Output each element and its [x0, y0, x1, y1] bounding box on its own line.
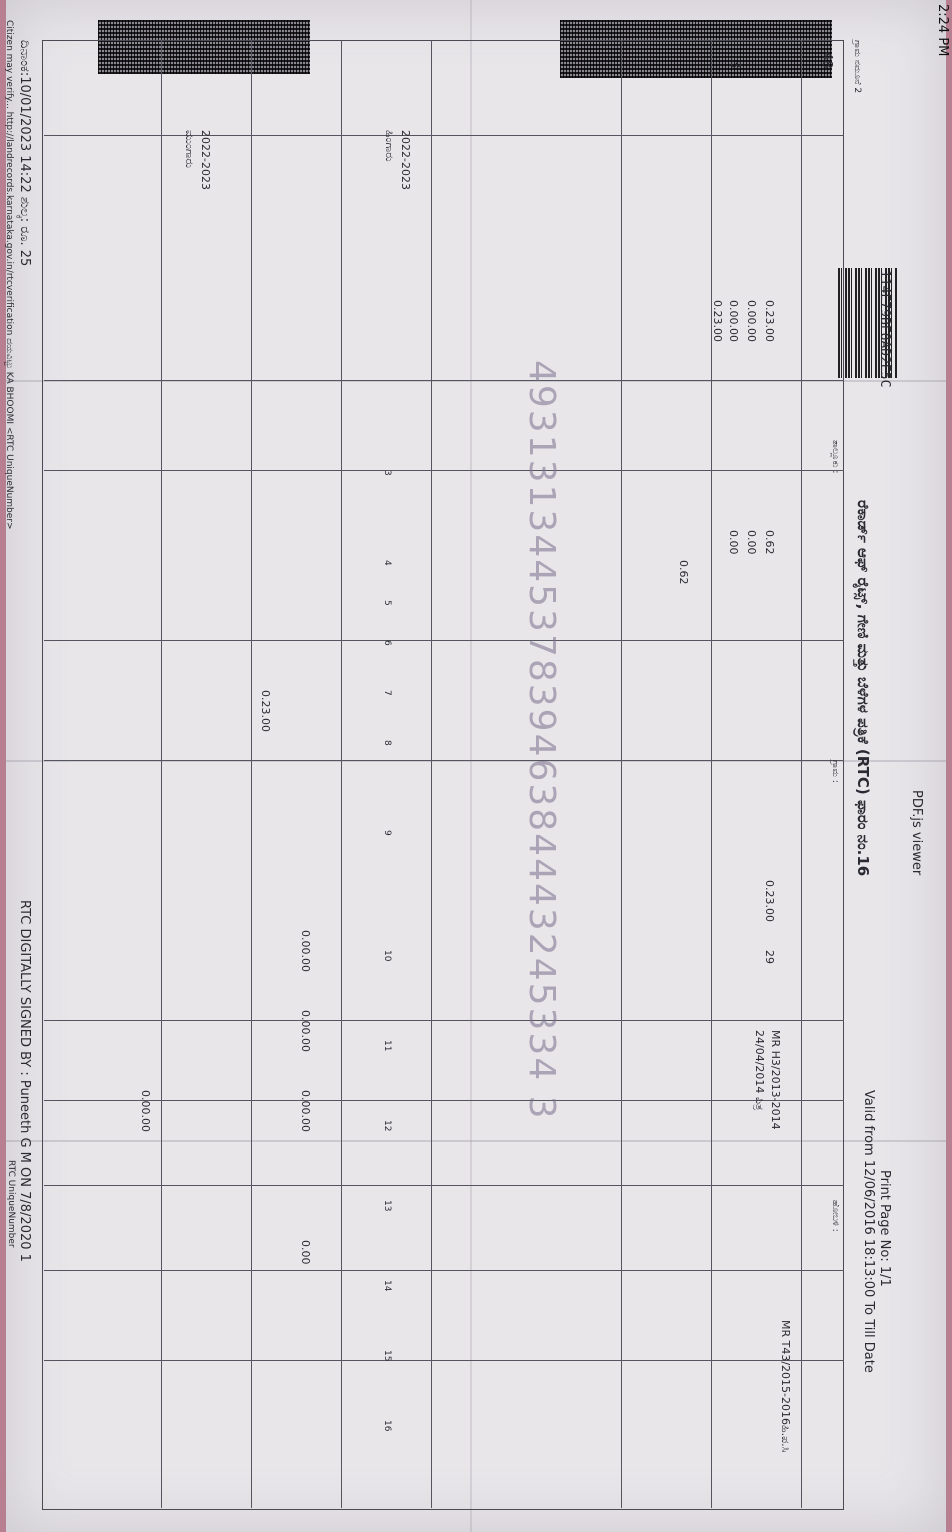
print-page-number: Print Page No: 1/1	[877, 1170, 892, 1287]
rtc-table	[42, 40, 844, 1510]
value-zero: 0.00.00	[299, 1010, 312, 1052]
year-2-label: ಮುಂಗಾರು	[183, 130, 196, 168]
footer-date: ದಿನಾಂಕ:10/01/2023 14:22 ಶುಲ್ಕ: ರೂ. 25	[17, 40, 32, 267]
owner-area: 0.23.00	[763, 880, 776, 922]
column-number: 10	[382, 950, 392, 962]
valid-from: Valid from 12/06/2016 18:13:00 To Till Date	[861, 1090, 876, 1373]
g-row-value: 0.23.00	[259, 690, 272, 732]
form-number: ಗ್ರಾಮ ನಮೂನೆ 2	[852, 40, 862, 94]
footer-url: Citizen may verify... http://landrecords.karnataka.gov.in/rtcverification ದಯವಿಟ್ಟು KA BHOOMI <RTC UniqueNumber>	[4, 20, 14, 530]
year-1-label: ಹಿಂಗಾರು	[383, 130, 396, 162]
assessment-2: 0.00	[745, 530, 758, 555]
column-number: 13	[382, 1200, 392, 1212]
unique-number-label: RTC UniqueNumber	[6, 1160, 16, 1248]
mutation-date: 24/04/2014 ಪಿತ್ರ	[753, 1030, 766, 1111]
column-number: 5	[382, 600, 392, 606]
area-net: 0.23.00	[711, 300, 724, 342]
year-1: 2022-2023	[399, 130, 412, 190]
area-kharab-b: 0.00.00	[727, 300, 740, 342]
khata-number: 29	[763, 950, 776, 964]
column-number: 12	[382, 1120, 392, 1132]
assessment-1: 0.62	[763, 530, 776, 555]
mutation-reference: MR H3/2013-2014	[769, 1030, 782, 1130]
hobli-label: ಹೋಬಳಿ :	[830, 1200, 840, 1232]
column-number: 6	[382, 640, 392, 646]
taluk-label: ತಾಲ್ಲೂಕು :	[830, 440, 840, 474]
viewer-title: PDF.js viewer	[909, 790, 924, 876]
value-zero-small: 0.00	[299, 1240, 312, 1265]
area-kharab-a: 0.00.00	[745, 300, 758, 342]
column-number: 8	[382, 740, 392, 746]
village-label: ಗ್ರಾಮ :	[830, 760, 840, 783]
column-number: 4	[382, 560, 392, 566]
column-number: 11	[382, 1040, 392, 1052]
value-zero: 0.00.00	[139, 1090, 152, 1132]
signed-by: RTC DIGITALLY SIGNED BY : Puneeth G M ON 7/8/2020 1	[17, 900, 32, 1262]
year-2: 2022-2023	[199, 130, 212, 190]
document-heading: ರೆಕಾರ್ಡ್ ಆಫ್ ರೈಟ್ಸ್, ಗೇಣಿ ಮತ್ತು ಬೆಳೆಗಳ ಪತ್ರಿಕೆ (RTC) ಫಾರಂ ನಂ.16	[854, 500, 872, 877]
assessment-3: 0.00	[727, 530, 740, 555]
area-total: 0.23.00	[763, 300, 776, 342]
sub-division: 3	[727, 60, 742, 69]
column-number: 3	[382, 470, 392, 476]
watermark-number: 49313134453783946384443245334 3	[521, 360, 562, 1121]
value-zero: 0.00.00	[299, 1090, 312, 1132]
column-number: 7	[382, 690, 392, 696]
other-reference: MR T43/2015-2016ಹಿ.ಪ.ಸಿ	[779, 1320, 792, 1453]
column-number: 16	[382, 1420, 392, 1432]
status-time: 2:24 PM	[935, 4, 950, 57]
column-number: 14	[382, 1280, 392, 1292]
value-zero: 0.00.00	[299, 930, 312, 972]
assessment-total: 0.62	[677, 560, 690, 585]
column-number: 15	[382, 1350, 392, 1362]
column-number: 9	[382, 830, 392, 836]
survey-number: 48	[819, 52, 834, 69]
unique-id: 114E79BF8AD2E5C	[877, 270, 892, 388]
